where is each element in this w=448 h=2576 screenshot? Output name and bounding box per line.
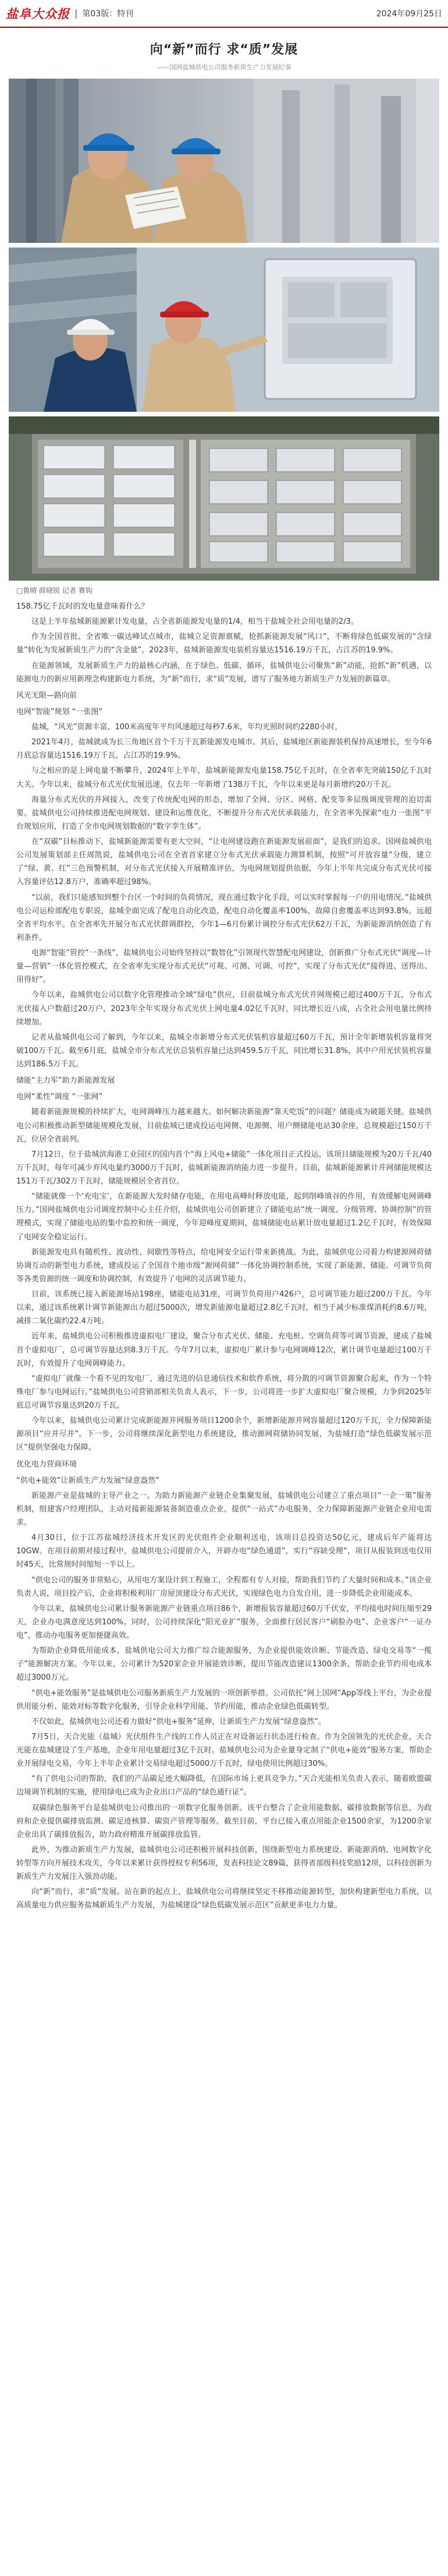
article-body [0,600,448,1913]
masthead-separator: | [74,8,78,19]
masthead [0,0,448,27]
body-paragraph: 7月12日，位于盐城滨海港工业园区的国内首个“海上风电+储能”一体化项目正式投运，该项目储能规模为20万千瓦/40万千瓦时，每年可减少弃风电量约3000万千瓦时，盐城新能源消纳能力进一步提升。目前，盐城新能源累计并网储能规模达151万千瓦/302万千瓦时，储能规模居全省首位。 [16,1150,432,1186]
section-heading: 电网“智能”规划 “一张图” [16,707,103,716]
body-paragraph: 今年以来，盐城供电公司累计服务新能源产业链重点项目86个，新增报装容量超过60万千伏安，平均接电时间压缩至29天，企业办电满意度达到100%。同时，公司持续深化“阳光业扩”服务，全面推行居民客户“刷脸办电”、企业客户“一证办电”，推动办电服务更加便捷高效。 [16,1604,432,1640]
body-paragraph: 电源“智能”管控“一条线”，盐城供电公司始终坚持以“数智化”引领现代智慧配电网建设，创新推广分布式光伏“调度—计量—营销”一体化管控模式，在全省率先实现分布式光伏“可观、可测、可调、可控”，实现了分布式光伏“接得进、送得出、用得好”。 [16,949,432,985]
body-paragraph: 不仅如此，盐城供电公司还着力做好“供电+服务”延伸，让新质生产力发展“绿意盎然”。 [31,1717,326,1726]
body-paragraph: 4月30日，位于江苏盐城经济技术开发区的光伏组件企业顺利送电，该项目总投资达50亿元，建成后年产能将达10GW。在项目前期对接过程中，盐城供电公司提前介入，开辟办电“绿色通道”，实行“容缺受理”，项目从报装到送电仅用时45天，比常规时间缩短一半以上。 [16,1533,432,1570]
body-paragraph: 与之相应的是上网电量不断攀升，2024年上半年，盐城新能源发电量158.75亿千瓦时，在全省率先突破150亿千瓦时大关。今年以来，盐城分布式光伏发展迅速，仅去年一年新增了138万千瓦，今年以来更是每月新增约20万千瓦。 [16,766,432,789]
photo-aerial-energy-facility [9,416,439,581]
body-paragraph: 作为全国首批、全省唯一碳达峰试点城市，盐城立足资源禀赋，抢抓新能源发展“风口”，不断将绿色低碳发展的“含绿量”转化为发展新质生产力的“含金量”。2023年，盐城新能源发电装机容量达1516.19万千瓦，占江苏的19.9%。 [16,632,432,655]
section-heading: “供电+能效”让新质生产力发展“绿意盎然” [16,1476,159,1485]
body-paragraph: 双碳绿色服务平台是盐城供电公司推出的一项数字化服务创新。该平台整合了企业用能数据、碳排放数据等信息，为政府和企业提供碳排放监测、碳足迹核算、碳资产管理等服务。截至目前，平台已接入重点用能企业1500余家，为1200余家企业出具了碳排放报告，助力政府精准开展碳排放监管。 [16,1803,432,1839]
body-paragraph: 今年以来，盐城供电公司以数字化管理推动全域“绿电”供应，目前盐城分布式光伏并网规模已超过400万千瓦，分布式光伏接入户数超过20万户，2023年全年实现分布式光伏上网电量4.02亿千瓦时，同比增长近八成，占全社会用电量比例持续增加。 [16,991,432,1027]
lead-paragraph: 158.75亿千瓦时的发电量意味着什么？ [16,602,149,611]
body-paragraph: 7月5日，天合光能（盐城）光伏组件生产线的工作人员正在对设备运行状态进行检查。作为全国领先的光伏企业，天合光能在盐城建设了生产基地，企业年用电量超过3亿千瓦时。盐城供电公司为企业量身定制了“供电+能效”服务方案，帮助企业开展绿电交易，今年上半年企业累计交易绿电超过5000万千瓦时，绿电使用比例超过30%。 [16,1732,432,1769]
body-paragraph: 为帮助企业降低用能成本，盐城供电公司大力推广综合能源服务，为企业提供能效诊断、节能改造、绿电交易等“一揽子”能源解决方案。今年以来，公司累计为520家企业开展能效诊断，提出节能改造建议1300余条，帮助企业节约用电成本超过3000万元。 [16,1646,432,1683]
article-subtitle: ——国网盐城供电公司服务新质生产力发展纪事 [157,63,291,71]
photo-workers-inspecting-equipment [9,248,439,412]
body-paragraph: 在“双碳”目标推动下，盐城新能源需要有更大空间，“让电网建设跑在新能源发展前面”，是我们的追求。国网盐城供电公司发展策划部主任周凯说，盐城供电公司在全省首家建立分布式光伏承载能力测算机制，按照“可开放容量”分级，建立了“绿、黄、红”三色预警机制，对分布式光伏接入开展精准评估，为电网规划提供依据，今年上半年共完成分布式光伏可接入容量评估12.8万户，准确率超过98%。 [16,838,432,887]
photo-caption-byline: □鲁晴 薛晓锐 记者 赛钩 [16,586,93,595]
body-paragraph: 记者从盐城供电公司了解到，今年以来，盐城全市新增分布式光伏装机容量超过60万千瓦，预计全年新增装机容量将突破100万千瓦。截至6月底，盐城全市分布式光伏总装机容量已达到459.5万千瓦，同比增长31.8%，其中户用光伏装机容量达到186.5万千瓦。 [16,1033,432,1069]
body-paragraph: “以前，我们只能感知到整个台区一个时间的负荷情况，现在通过数字化手段，可以实时掌握每一户的用电情况。”盐城供电公司运检部配电专职说，盐城全面完成了配电自动化改造，配电自动化覆盖率100%，故障自愈覆盖率达到93.8%，远超全省平均水平。在全省率先开展分布式光伏群调群控，今年1—6月份累计调控分布式光伏62万千瓦，为新能源消纳创造了有利条件。 [16,893,432,942]
body-paragraph: 随着新能源规模的持续扩大，电网调峰压力越来越大。如何解决新能源“靠天吃饭”的问题？储能成为破题关键。盐城供电公司积极推动新型储能规模化发展，目前盐城已建成投运电网侧、电源侧、用户侧储能电站30余座，总规模超过150万千瓦，位居全省前列。 [16,1108,432,1144]
body-paragraph: 新能源发电具有随机性、波动性、间歇性等特点，给电网安全运行带来新挑战。为此，盐城供电公司着力构建源网荷储协调互动的新型电力系统，建成投运了全国首个地市级“源网荷储”一体化协调控制系统，实现了新能源、储能、可调节负荷等各类资源的统一调度和协调控制，有效提升了电网的灵活调节能力。 [16,1248,432,1284]
body-paragraph: 目前，该系统已接入新能源场站198座，储能电站31座，可调节负荷用户426户，总可调节能力超过200万千瓦。今年以来，通过该系统累计调节新能源出力超过5000次，增发新能源电量超过2.8亿千瓦时，相当于减少标准煤消耗约8.6万吨，减排二氧化碳约22.4万吨。 [16,1290,432,1326]
body-paragraph: “储能就像一个‘充电宝’，在新能源大发时储存电能，在用电高峰时释放电能，起到削峰填谷的作用，有效缓解电网调峰压力。”国网盐城供电公司调度控制中心主任介绍，盐城供电公司创新建立了储能电站“统一调度、分级管理、协调控制”的管理模式，实现了储能电站的集中监控和统一调度，今年迎峰度夏期间，盐城储能电站累计放电量超过1.2亿千瓦时，有效保障了电网安全稳定运行。 [16,1192,432,1242]
masthead-divider [0,27,448,28]
body-paragraph: “有了供电公司的帮助，我们的产品碳足迹大幅降低，在国际市场上更具竞争力。”天合光能相关负责人表示，随着欧盟碳边境调节机制的实施，使用绿电已成为企业出口产品的“绿色通行证”。 [16,1775,432,1797]
newspaper-logo: 盐阜大众报 [6,6,70,21]
issue-date: 2024年09月25日 [376,9,442,19]
body-paragraph: “虚拟电厂就像一个看不见的发电厂，通过先进的信息通信技术和软件系统，将分散的可调节资源聚合起来，作为一个特殊电厂参与电网运行。”盐城供电公司营销部相关负责人表示，下一步，公司将进一步扩大虚拟电厂聚合规模，力争到2025年底总可调节容量达到20万千瓦。 [16,1374,432,1410]
section-heading: 储能“主力军”助力新能源发展 [16,1076,115,1086]
body-paragraph: 向“新”而行，求“质”发展。站在新的起点上，盐城供电公司将继续坚定不移推动能源转型，加快构建新型电力系统，以高质量电力供应服务盐城新质生产力发展，为盐城建设“绿色低碳发展示范区”贡献更多电力力量。 [16,1888,432,1910]
body-paragraph: 这是上半年盐城新能源累计发电量，占全省新能源发电量的1/4，相当于盐城全社会用电量的2/3。 [31,617,358,627]
body-paragraph: 此外，为推动新质生产力发展，盐城供电公司还积极开展科技创新，围绕新型电力系统建设、新能源消纳、电网数字化转型等方向开展技术攻关，今年以来累计获得授权专利56项，发表科技论文89篇，获得省部级科技奖励12项，以科技创新为新质生产力发展注入强劲动能。 [16,1845,432,1882]
body-paragraph: 海量分布式光伏的并网接入，改变了传统配电网的形态，增加了全网、分区、网格、配变等多层级调度管理的迫切需要。盐城供电公司持续推进配电网规划、建设和运维优化，不断提升分布式光伏承载能力，在全省率先探索“电力一张图”平台规划应用，打造了全市电网规划数据的“数字孪生体”。 [16,795,432,831]
body-paragraph: 新能源产业是盐城的主导产业之一。为助力新能源产业链企业集聚发展，盐城供电公司建立了重点项目“一企一策”服务机制，组建客户经理团队，主动对接新能源装备制造重点企业，提供“一站式”办电服务，全力保障新能源产业链企业用电需求。 [16,1491,432,1527]
section-heading: 电网“柔性”调度 “一张网” [16,1093,103,1102]
body-paragraph: 2021年4月，盐城就成为长三角地区首个千万千瓦新能源发电城市。其后，盐城地区新能源装机保持高速增长，至今年6月底总容量达1516.19万千瓦，占江苏的19.9%。 [16,738,432,761]
section-heading: 优化电力营商环境 [16,1460,77,1469]
body-paragraph: “供电公司的服务非常贴心，从用电方案设计到工程施工，全程都有专人对接，帮助我们节约了大量时间和成本。”该企业负责人说，项目投产后，企业将积极利用厂房屋顶建设分布式光伏，实现绿色电力自发自用，进一步降低企业用能成本。 [16,1575,432,1598]
body-paragraph: 在能源领域，发展新质生产力的最核心内涵，在于绿色、低碳、循环，盐城供电公司聚焦“新”动能，抢抓“新”机遇，以能源电力的新应用新理念构建新电力系统，为“新”而行，求“质”发展，谱写了服务地方新质生产力发展的新篇章。 [16,661,432,684]
body-paragraph: 盐城，“风光”资源丰富，100米高度年平均风速超过每秒7.6米，年均光照时间约2280小时。 [31,723,343,732]
section-heading: 风光无限—路向前 [16,691,77,700]
body-paragraph: 今年以来，盐城供电公司累计完成新能源并网服务项目1200余个，新增新能源并网容量超过120万千瓦，全力保障新能源项目“应并尽并”。下一步，公司将继续深化新型电力系统建设，推动源网荷储协同发展，为盐城打造“绿色低碳发展示范区”提供坚强电力保障。 [16,1416,432,1453]
body-paragraph: 近年来，盐城供电公司积极推进虚拟电厂建设，聚合分布式光伏、储能、充电桩、空调负荷等可调节资源，建成了盐城首个虚拟电厂，总可调节容量达到8.3万千瓦。今年7月以来，虚拟电厂累计参与电网调峰12次，累计调节电量超过100万千瓦时，有效提升了电网调峰能力。 [16,1332,432,1368]
article-title: 向“新”而行 求“质”发展 [150,43,298,57]
body-paragraph: “供电+能效服务”是盐城供电公司服务新质生产力发展的一项创新举措。公司依托“网上国网”App等线上平台，为企业提供用能分析、能效对标等数字化服务，引导企业科学用能、节约用能，推动企业绿色低碳转型。 [16,1688,432,1711]
edition-label: 第03版：特刊 [82,9,134,19]
photo-workers-reviewing-documents [9,79,439,243]
